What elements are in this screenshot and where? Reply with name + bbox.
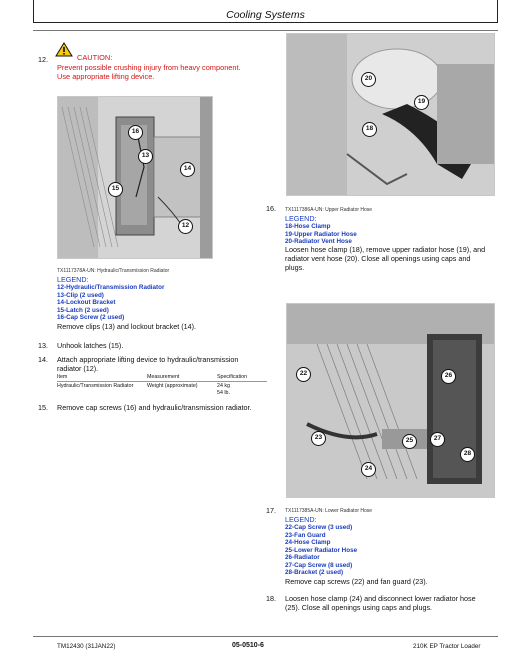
callout-20: 20	[361, 72, 376, 87]
callout-22: 22	[296, 367, 311, 382]
callout-23: 23	[311, 431, 326, 446]
step-16-text-line-3: plugs.	[285, 263, 305, 272]
spec-row-value-kg: 24 kg	[217, 383, 230, 390]
figure-3-legend-item: 27-Cap Screw (8 used)	[285, 561, 353, 569]
hydraulic-radiator-photo	[57, 96, 213, 259]
figure-3-legend-item: 24-Hose Clamp	[285, 539, 331, 546]
figure-2-legend-item: 19-Upper Radiator Hose	[285, 230, 357, 238]
step-18-number: 18.	[266, 594, 276, 603]
callout-28: 28	[460, 447, 475, 462]
spec-col-specification: Specification	[217, 374, 248, 380]
figure-1-legend-item: 13-Clip (2 used)	[57, 291, 104, 299]
callout-16: 16	[128, 125, 143, 140]
callout-26: 26	[441, 369, 456, 384]
figure-1-legend-item: 12-Hydraulic/Transmission Radiator	[57, 284, 165, 291]
footer-divider	[33, 636, 498, 637]
callout-19: 19	[414, 95, 429, 110]
spec-table	[57, 374, 267, 396]
callout-12: 12	[178, 219, 193, 234]
footer-doc-id: TM12430 (31JAN22)	[57, 643, 116, 650]
figure-1-legend-item: 16-Cap Screw (2 used)	[57, 314, 125, 321]
figure-1-legend-item: 15-Latch (2 used)	[57, 306, 109, 314]
callout-27: 27	[430, 432, 445, 447]
step-18-text-line-2: (25). Close all openings using caps and plugs.	[285, 603, 433, 612]
callout-18: 18	[362, 122, 377, 137]
figure-3-legend-item: 26-Radiator	[285, 554, 320, 561]
step-12-instruction: Remove clips (13) and lockout bracket (14).	[57, 322, 197, 331]
step-16-text-line-2: radiator vent hose (20). Close all openings using caps and	[285, 254, 471, 263]
callout-24: 24	[361, 462, 376, 477]
figure-3-legend-item: 25-Lower Radiator Hose	[285, 546, 358, 554]
caution-line-1: Prevent possible crushing injury from heavy component.	[57, 63, 241, 72]
step-16-text-line-1: Loosen hose clamp (18), remove upper radiator hose (19), and	[285, 245, 486, 254]
warning-icon	[55, 42, 73, 57]
spec-col-item: Item	[57, 374, 68, 380]
step-18-text-line-1: Loosen hose clamp (24) and disconnect lower radiator hose	[285, 594, 476, 603]
step-12-number: 12.	[38, 55, 48, 64]
figure-2-caption: TX1117386A-UN: Upper Radiator Hose	[285, 207, 373, 213]
step-14-text-line-1: Attach appropriate lifting device to hydraulic/transmission	[57, 355, 239, 364]
step-17-number: 17.	[266, 506, 276, 515]
step-13-number: 13.	[38, 341, 48, 350]
figure-3-caption: TX1117385A-UN: Lower Radiator Hose	[285, 508, 373, 514]
figure-3-legend-item: 23-Fan Guard	[285, 531, 326, 539]
callout-13: 13	[138, 149, 153, 164]
spec-row-measurement: Weight (approximate)	[147, 383, 198, 390]
figure-3-legend-item: 22-Cap Screw (3 used)	[285, 524, 353, 531]
step-14-text-line-2: radiator (12).	[57, 364, 99, 373]
caution-label: CAUTION:	[77, 53, 113, 62]
figure-2-legend-item: 18-Hose Clamp	[285, 223, 331, 230]
spec-row-item: Hydraulic/Transmission Radiator	[57, 383, 134, 390]
content-divider	[33, 30, 498, 31]
caution-line-2: Use appropriate lifting device.	[57, 72, 155, 81]
step-14-number: 14.	[38, 355, 48, 364]
upper-radiator-hose-photo	[286, 33, 495, 196]
spec-row-value-lb: 54 lb.	[217, 389, 230, 396]
figure-1-caption: TX1117378A-UN: Hydraulic/Transmission Radiator	[57, 268, 170, 274]
footer-model: 210K EP Tractor Loader	[413, 643, 481, 650]
step-17-text: Remove cap screws (22) and fan guard (23).	[285, 577, 428, 586]
figure-3-legend-item: 28-Bracket (2 used)	[285, 569, 344, 576]
spec-col-measurement: Measurement	[147, 374, 180, 380]
step-13-text: Unhook latches (15).	[57, 341, 124, 350]
callout-14: 14	[180, 162, 195, 177]
figure-2-legend-item: 20-Radiator Vent Hose	[285, 238, 352, 245]
step-15-number: 15.	[38, 403, 48, 412]
page-title: Cooling Systems	[226, 9, 305, 21]
figure-3-legend-title: LEGEND:	[285, 515, 317, 524]
frame-bottom-line	[33, 22, 498, 23]
figure-2-legend-title: LEGEND:	[285, 214, 317, 223]
figure-1-legend-title: LEGEND:	[57, 275, 89, 284]
step-15-text: Remove cap screws (16) and hydraulic/transmission radiator.	[57, 403, 252, 412]
step-16-number: 16.	[266, 204, 276, 213]
frame-right-line	[497, 0, 498, 22]
footer-page-number: 05-0510-6	[232, 642, 264, 649]
callout-25: 25	[402, 434, 417, 449]
figure-1-legend-item: 14-Lockout Bracket	[57, 299, 116, 306]
callout-15: 15	[108, 182, 123, 197]
lower-radiator-hose-photo	[286, 303, 495, 498]
